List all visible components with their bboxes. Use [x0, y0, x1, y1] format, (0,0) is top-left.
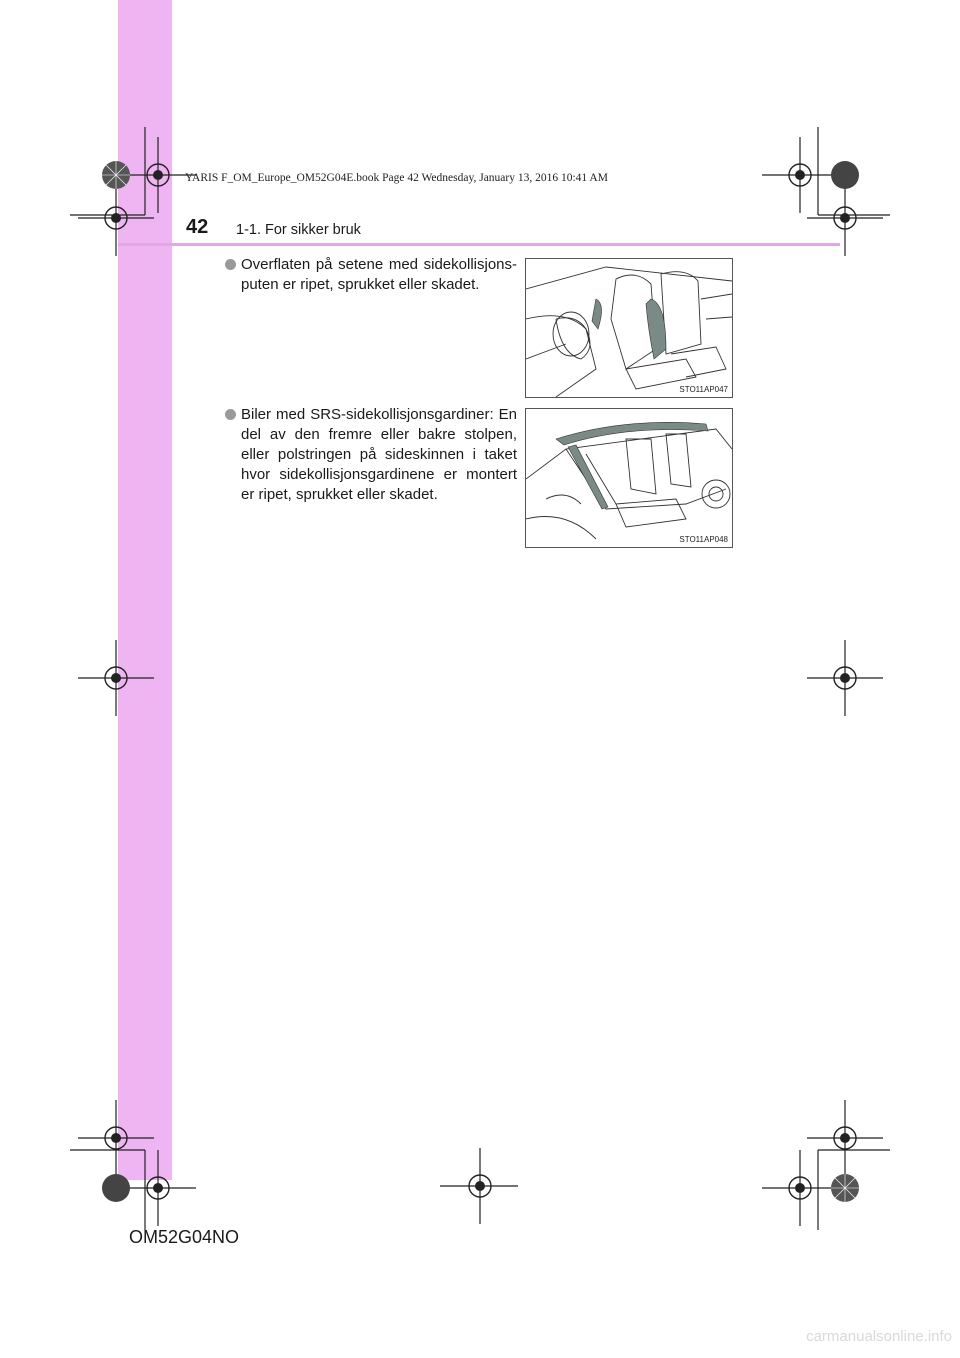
list-item-text: Biler med SRS-sidekollisjonsgardiner: En del av den fremre eller bakre stolpen, eller polstringen på sideskinnen i taket hvor sidekollisjonsgardinene er montert er ripet, sprukket eller skadet.: [241, 406, 517, 503]
list-item: [225, 255, 517, 295]
seat-airbag-illustration: [525, 258, 733, 398]
chapter-color-bar: [118, 0, 172, 1180]
document-code: OM52G04NO: [129, 1227, 240, 1247]
list-item-text: Overflaten på setene med sidekollisjons-puten er ripet, sprukket eller skadet.: [241, 256, 517, 293]
curtain-airbag-illustration: [525, 408, 733, 548]
image-code: STO11AP048: [679, 535, 728, 544]
image-code: STO11AP047: [679, 385, 728, 394]
book-file-info: YARIS F_OM_Europe_OM52G04E.book Page 42 Wednesday, January 13, 2016 10:41 AM: [185, 172, 608, 184]
page-number: 42: [186, 216, 209, 238]
bullet-icon: [225, 409, 236, 420]
bullet-icon: [225, 259, 236, 270]
section-title: 1-1. For sikker bruk: [236, 222, 361, 238]
watermark: carmanualsonline.info: [806, 1328, 952, 1345]
list-item: [225, 405, 517, 505]
header-rule: [118, 243, 840, 246]
